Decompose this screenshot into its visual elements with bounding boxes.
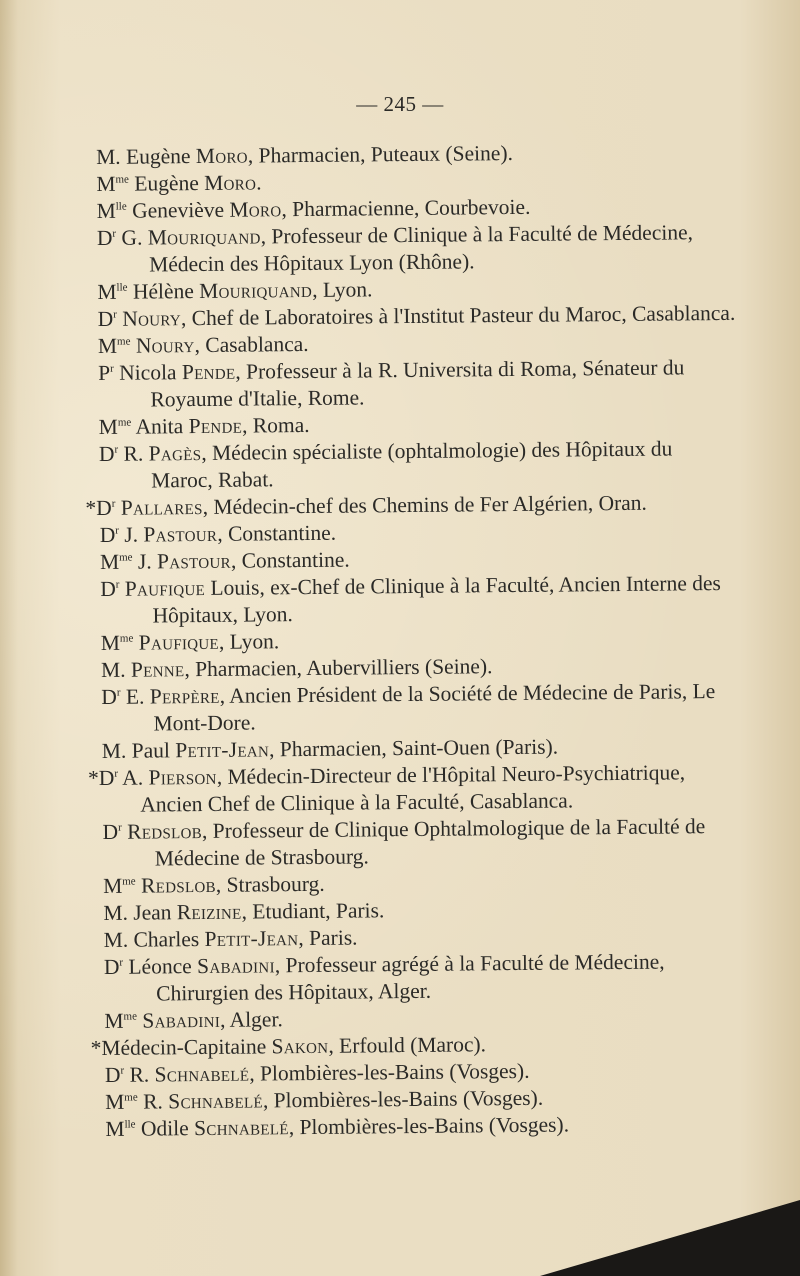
- entry-title-suffix: lle: [124, 1118, 136, 1131]
- entry-surname: Pagès: [148, 441, 202, 466]
- entry-given-name: Léonce: [128, 954, 192, 979]
- entry-details: , Constantine.: [230, 547, 350, 573]
- entry-title-suffix: r: [113, 308, 117, 321]
- page-number: — 245 —: [356, 92, 444, 116]
- entry-surname: Noury: [122, 306, 182, 331]
- entry-details: , Médecin-Directeur de l'Hôpital Neuro-Psychiatrique, Ancien Chef de Clinique à la Faculté, Casablanca.: [140, 760, 686, 817]
- entry-surname: Penne: [130, 657, 185, 682]
- entry-surname: Pende: [188, 413, 243, 439]
- entry-details: , Pharmacien, Puteaux (Seine).: [247, 140, 514, 168]
- entry-title-suffix: me: [115, 173, 129, 186]
- entry-details: , Lyon.: [312, 277, 373, 302]
- entry-details: , Professeur de Clinique Ophtalmologique de la Faculté de Médecine de Strasbourg.: [154, 814, 706, 871]
- entry-given-name: E.: [125, 684, 145, 709]
- entry-given-name: J.: [137, 549, 152, 574]
- entry-title-suffix: me: [117, 416, 132, 429]
- entry-title: M: [103, 873, 123, 898]
- entry-title: D: [104, 1062, 121, 1087]
- entry-surname: Perpère: [149, 683, 220, 709]
- entry-title: M: [96, 198, 116, 223]
- entry-details: , Plombières-les-Bains (Vosges).: [249, 1058, 530, 1086]
- entry-surname: Pastour: [156, 548, 231, 574]
- list-item: [99, 435, 739, 495]
- entry-title-suffix: r: [112, 227, 117, 240]
- entry-given-name: Anita: [135, 414, 184, 439]
- entry-title: D: [101, 684, 117, 709]
- entry-details: , Pharmacien, Aubervilliers (Seine).: [184, 654, 493, 682]
- entry-details: , Strasbourg.: [215, 871, 325, 897]
- entry-details: , Professeur à la R. Universita di Roma, Sénateur du Royaume d'Italie, Rome.: [150, 355, 685, 412]
- entry-details: , Ancien Président de la Société de Médecine de Paris, Le Mont-Dore.: [153, 679, 716, 736]
- entry-surname: Pallares: [120, 494, 203, 520]
- entry-given-name: R.: [143, 1089, 163, 1114]
- entry-title: M.: [103, 900, 128, 925]
- entry-title: M: [98, 414, 118, 439]
- entry-given-name: Hélène: [132, 279, 194, 304]
- list-item: [102, 813, 742, 873]
- entry-details: , Pharmacienne, Courbevoie.: [281, 194, 531, 222]
- entry-title-suffix: lle: [116, 281, 128, 294]
- entry-details: , Erfould (Maroc).: [328, 1032, 487, 1058]
- entry-surname: Reizine: [176, 899, 242, 925]
- entry-surname: Redslob: [127, 819, 203, 844]
- list-item: [104, 948, 744, 1008]
- entry-surname: Paufique: [124, 575, 206, 601]
- entry-given-name: R.: [129, 1062, 150, 1087]
- entry-title-suffix: lle: [115, 200, 127, 213]
- entry-surname: Moro: [195, 143, 248, 169]
- entry-title: M.: [101, 738, 127, 763]
- entry-surname: Schnabelé: [168, 1088, 264, 1114]
- entry-surname: Mouriquand: [147, 224, 261, 250]
- entry-title-suffix: r: [114, 767, 119, 780]
- entry-details: , Professeur agrégé à la Faculté de Médecine, Chirurgien des Hôpitaux, Alger.: [156, 949, 665, 1006]
- entry-title-suffix: me: [123, 1010, 138, 1023]
- entry-surname: Sabadini: [142, 1007, 221, 1033]
- list-item: [100, 570, 740, 630]
- entry-title: M: [96, 171, 116, 196]
- entry-given-name: Eugène: [134, 171, 199, 196]
- entry-title: D: [103, 954, 120, 979]
- entry-surname: Schnabelé: [193, 1115, 289, 1141]
- entry-title-suffix: me: [116, 335, 131, 348]
- entry-title: M: [104, 1008, 124, 1033]
- asterisk-mark: *: [87, 766, 99, 791]
- asterisk-mark: *: [85, 496, 97, 521]
- list-item: [88, 759, 742, 819]
- entry-title-suffix: r: [114, 443, 119, 456]
- entry-title-suffix: me: [122, 875, 136, 888]
- entry-details: .: [256, 170, 262, 195]
- entry-details: , Pharmacien, Saint-Ouen (Paris).: [268, 734, 559, 762]
- entry-title: M.: [100, 657, 126, 682]
- entry-details: , Lyon.: [218, 629, 280, 654]
- entry-given-name: G.: [121, 225, 143, 250]
- entry-title-suffix: r: [118, 821, 122, 834]
- entry-title: D: [97, 306, 114, 331]
- entry-given-name: Charles: [133, 927, 200, 952]
- entry-given-name: Nicola: [119, 360, 177, 385]
- entry-title-suffix: r: [111, 497, 116, 510]
- entry-details: , Médecin spécialiste (ophtalmologie) des Hôpitaux du Maroc, Rabat.: [151, 436, 673, 493]
- entry-title: D: [98, 441, 115, 466]
- entry-given-name: J.: [124, 522, 139, 547]
- entry-title: M: [105, 1116, 125, 1141]
- entry-surname: Noury: [135, 333, 195, 358]
- entry-given-name: Eugène: [125, 144, 191, 169]
- entry-title: M: [105, 1089, 125, 1114]
- entry-title-suffix: r: [115, 578, 120, 591]
- entry-title: D: [98, 765, 115, 791]
- list-item: [97, 219, 737, 279]
- entry-title-suffix: r: [120, 1064, 125, 1077]
- entry-surname: Sakon: [271, 1033, 329, 1059]
- entry-surname: Pende: [181, 359, 236, 385]
- entry-surname: Moro: [229, 197, 282, 222]
- entry-given-name: Geneviève: [132, 197, 225, 223]
- entry-title-suffix: r: [115, 524, 119, 537]
- entry-details: , Professeur de Clinique à la Faculté de Médecine, Médecin des Hôpitaux Lyon (Rhône).: [149, 220, 694, 277]
- entry-details: , Plombières-les-Bains (Vosges).: [288, 1112, 570, 1140]
- entry-title: M.: [96, 144, 121, 169]
- entry-title: D: [100, 576, 116, 601]
- entry-surname: Mouriquand: [199, 277, 313, 304]
- list-item: [98, 354, 738, 414]
- entry-surname: Paufique: [138, 629, 220, 655]
- entry-title: M.: [103, 927, 129, 952]
- entry-given-name: A.: [122, 765, 144, 790]
- entry-details: , Alger.: [219, 1007, 283, 1032]
- entry-details: , Paris.: [298, 925, 358, 951]
- entry-title-suffix: me: [119, 632, 134, 645]
- entry-title: M: [97, 279, 117, 304]
- entry-title: D: [96, 495, 112, 521]
- entry-given-name: Jean: [133, 900, 172, 925]
- entry-surname: Redslob: [140, 872, 216, 898]
- entry-surname: Sabadini: [196, 953, 275, 979]
- entry-title: M: [97, 333, 118, 358]
- entry-title: P: [98, 360, 111, 385]
- entry-details: Louis, ex-Chef de Clinique à la Faculté, Ancien Interne des Hôpitaux, Lyon.: [152, 571, 721, 628]
- entry-given-name: Paul: [131, 738, 171, 763]
- entry-given-name: Odile: [140, 1116, 189, 1141]
- entry-details: , Constantine.: [217, 520, 337, 546]
- entry-details: , Chef de Laboratoires à l'Institut Pasteur du Maroc, Casablanca.: [180, 300, 736, 331]
- entry-surname: Pastour: [143, 521, 218, 547]
- entry-title: D: [96, 225, 113, 250]
- entry-details: , Roma.: [241, 412, 310, 438]
- entry-surname: Petit-Jean: [204, 926, 299, 951]
- entry-title-suffix: me: [119, 551, 133, 564]
- list-item: [105, 1110, 745, 1143]
- asterisk-mark: *: [90, 1035, 102, 1061]
- entry-given-name: R.: [123, 441, 144, 466]
- entry-details: , Médecin-chef des Chemins de Fer Algérien, Oran.: [202, 490, 647, 519]
- entry-title: M: [100, 630, 121, 655]
- entry-title-suffix: r: [119, 956, 124, 969]
- entry-title-suffix: r: [110, 362, 114, 375]
- entry-title-suffix: me: [124, 1091, 138, 1104]
- entry-surname: Schnabelé: [154, 1061, 250, 1087]
- entry-surname: Pierson: [148, 764, 217, 790]
- entry-surname: Petit-Jean: [175, 737, 270, 763]
- entry-details: , Casablanca.: [194, 331, 309, 358]
- entry-details: , Plombières-les-Bains (Vosges).: [262, 1085, 544, 1113]
- member-list: [85, 138, 746, 1143]
- entry-title: D: [102, 819, 119, 844]
- entry-title-suffix: r: [116, 686, 121, 699]
- list-item: [101, 678, 741, 738]
- entry-details: , Etudiant, Paris.: [241, 898, 385, 924]
- entry-title: Médecin-Capitaine: [101, 1034, 267, 1060]
- entry-title: M: [99, 549, 120, 574]
- entry-title: D: [99, 522, 116, 547]
- entry-surname: Moro: [204, 170, 257, 195]
